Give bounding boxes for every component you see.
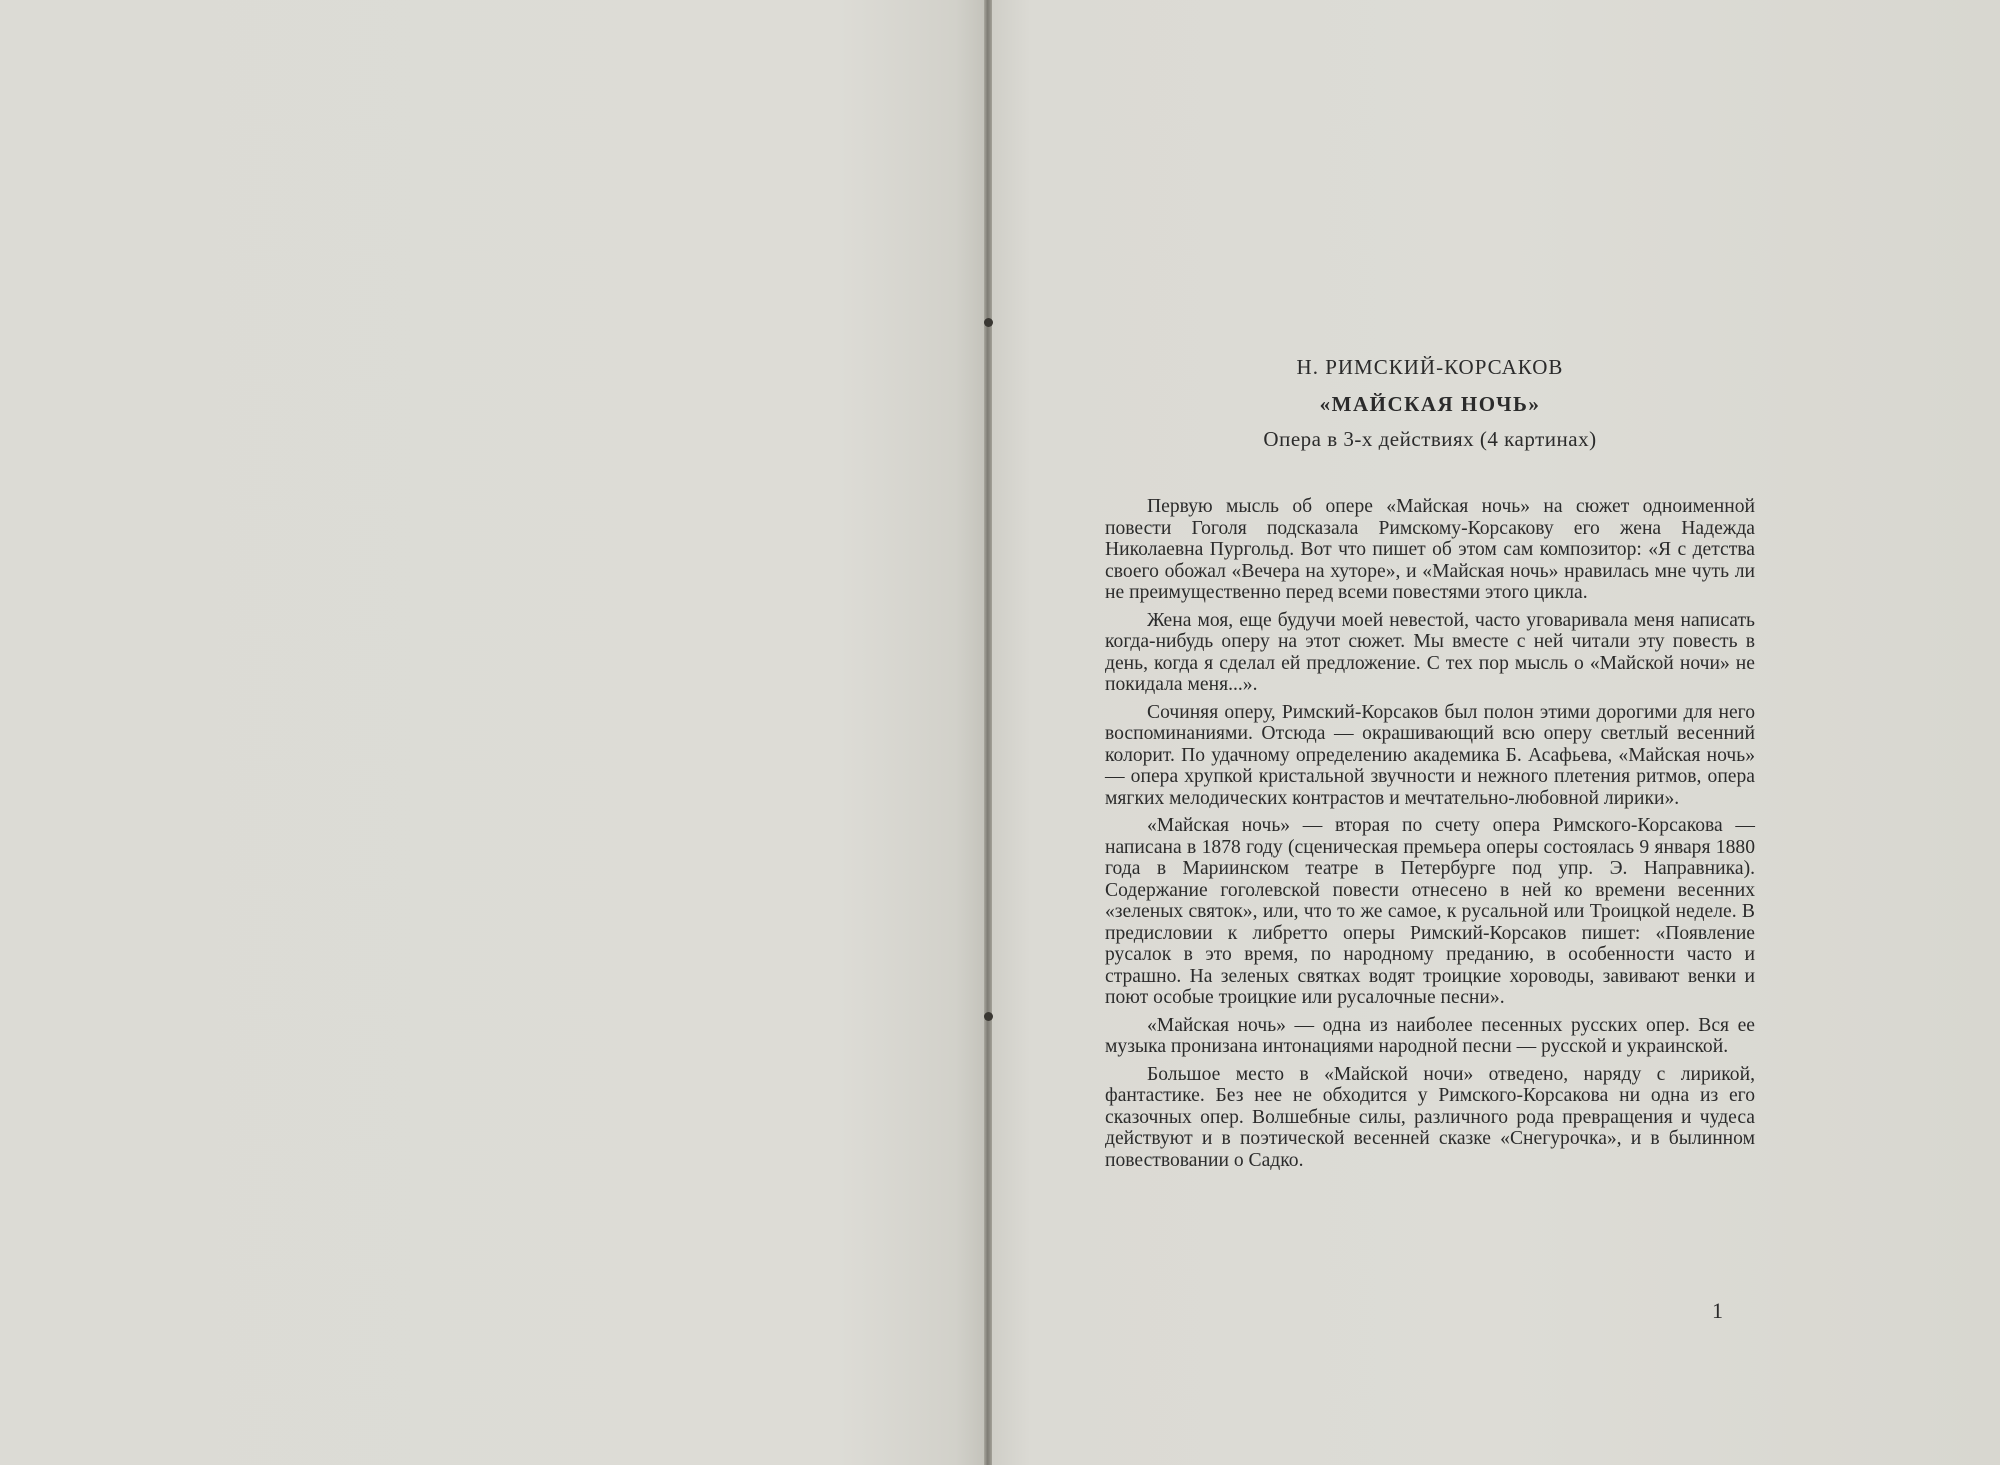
paragraph: «Майская ночь» — одна из наиболее песенных русских опер. Вся ее музыка пронизана интонациями народной песни — русской и украинской. bbox=[1105, 1014, 1755, 1057]
article bbox=[1105, 355, 1755, 1177]
paragraph: «Майская ночь» — вторая по счету опера Римского-Корсакова — написана в 1878 году (сценическая премьера оперы состоялась 9 января 1880 года в Мариинском театре в Петербурге под упр. Э. Направника). Содержание гоголевской повести отнесено в ней ко времени весенних «зеленых святок», или, что то же самое, к русальной или Троицкой неделе. В предисловии к либретто оперы Римский-Корсаков пишет: «Появление русалок в это время, по народному преданию, в особенности часто и страшно. На зеленых святках водят троицкие хороводы, завивают венки и поют особые троицкие или русалочные песни». bbox=[1105, 815, 1755, 1008]
opera-subtitle: Опера в 3-х действиях (4 картинах) bbox=[1263, 427, 1597, 451]
paragraph: Большое место в «Майской ночи» отведено, наряду с лирикой, фантастике. Без нее не обходится у Римского-Корсакова ни одна из его сказочных опер. Волшебные силы, различного рода превращения и чудеса действуют и в поэтической весенней сказке «Снегурочка», и в былинном повествовании о Садко. bbox=[1105, 1063, 1755, 1171]
paragraph: Жена моя, еще будучи моей невестой, часто уговаривала меня написать когда-нибудь оперу на этот сюжет. Мы вместе с ней читали эту повесть в день, когда я сделал ей предложение. С тех пор мысль о «Майской ночи» не покидала меня...». bbox=[1105, 609, 1755, 695]
left-page-blank bbox=[0, 0, 985, 1465]
paragraph: Сочиняя оперу, Римский-Корсаков был полон этими дорогими для него воспоминаниями. Отсюда — окрашивающий всю оперу светлый весенний колорит. По удачному определению академика Б. Асафьева, «Майская ночь» — опера хрупкой кристальной звучности и нежного плетения ритмов, опера мягких мелодических контрастов и мечтательно-любовной лирики». bbox=[1105, 701, 1755, 809]
binding-stitch bbox=[984, 318, 993, 327]
book-gutter bbox=[984, 0, 992, 1465]
page-number: 1 bbox=[1712, 1298, 1723, 1323]
author-heading: Н. РИМСКИЙ-КОРСАКОВ bbox=[1296, 355, 1564, 379]
opera-title: «МАЙСКАЯ НОЧЬ» bbox=[1319, 392, 1541, 416]
paragraph: Первую мысль об опере «Майская ночь» на сюжет одноименной повести Гоголя подсказала Римскому-Корсакову его жена Надежда Николаевна Пургольд. Вот что пишет об этом сам композитор: «Я с детства своего обожал «Вечера на хуторе», и «Майская ночь» нравилась мне чуть ли не преимущественно перед всеми повестями этого цикла. bbox=[1105, 496, 1755, 603]
binding-stitch bbox=[984, 1012, 993, 1021]
